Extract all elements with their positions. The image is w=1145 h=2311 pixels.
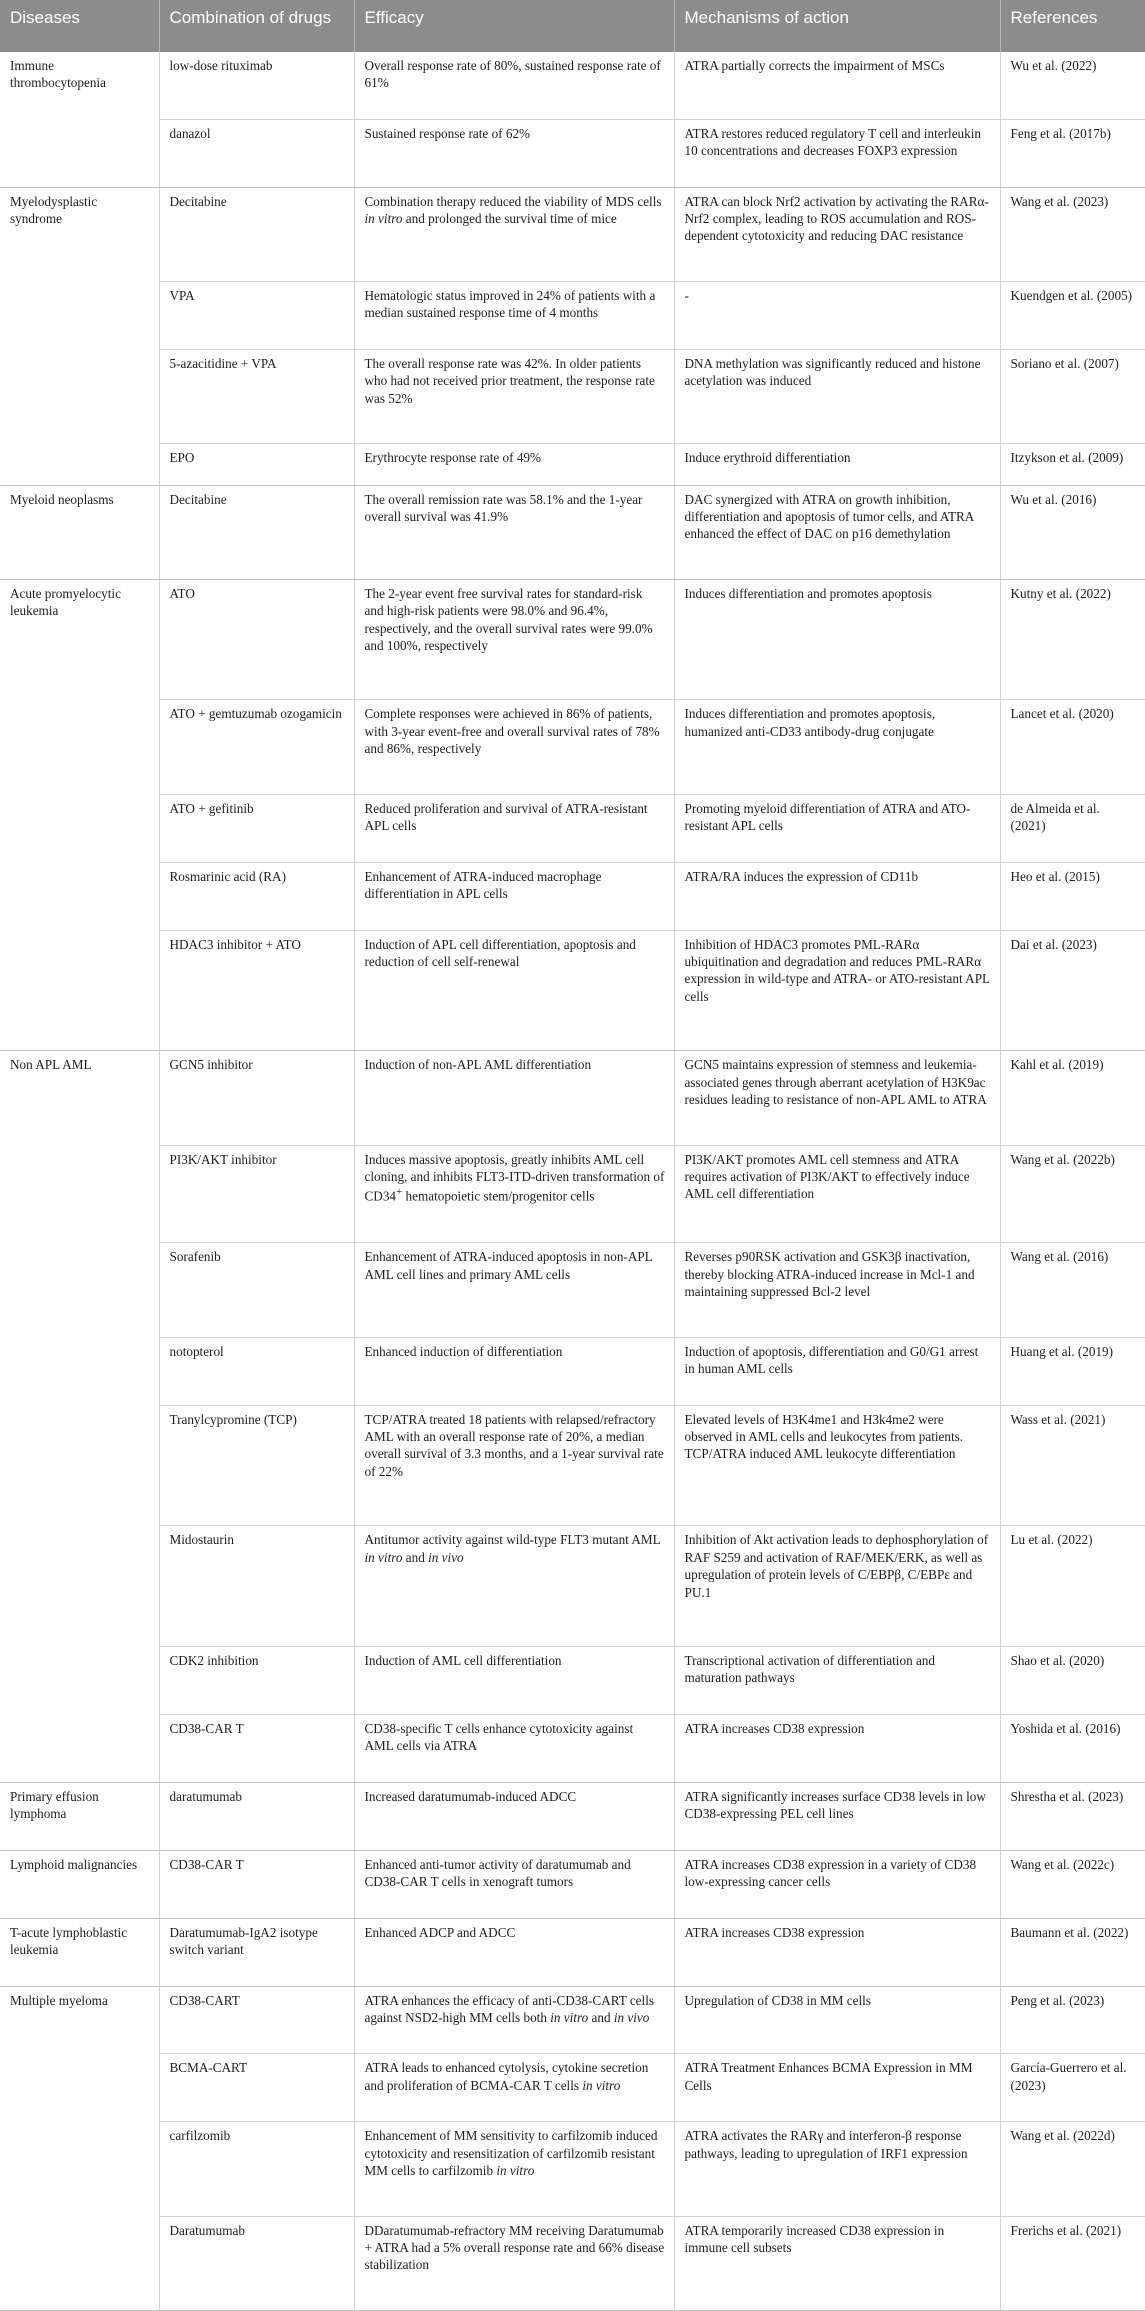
- drug-cell: low-dose rituximab: [159, 52, 354, 119]
- mechanism-cell: Elevated levels of H3K4me1 and H3k4me2 were observed in AML cells and leukocytes from patients. TCP/ATRA induced AML leukocyte differentiation: [674, 1405, 1000, 1526]
- drug-cell: CDK2 inhibition: [159, 1646, 354, 1714]
- efficacy-cell: Enhanced ADCP and ADCC: [354, 1918, 674, 1986]
- mechanism-cell: ATRA partially corrects the impairment of MSCs: [674, 52, 1000, 119]
- drug-cell: ATO: [159, 579, 354, 700]
- efficacy-cell: Induction of APL cell differentiation, apoptosis and reduction of cell self-renewal: [354, 930, 674, 1051]
- reference-cell: Lancet et al. (2020): [1000, 700, 1145, 794]
- table-row: [0, 1646, 1145, 1714]
- header-mechanisms: Mechanisms of action: [674, 0, 1000, 52]
- table-row: [0, 1918, 1145, 1986]
- efficacy-cell: TCP/ATRA treated 18 patients with relapsed/refractory AML with an overall response rate of 20%, a median overall survival of 3.3 months, and a 1-year survival rate of 22%: [354, 1405, 674, 1526]
- mechanism-cell: DAC synergized with ATRA on growth inhibition, differentiation and apoptosis of tumor cells, and ATRA enhanced the effect of DAC on p16 demethylation: [674, 485, 1000, 579]
- reference-cell: Wang et al. (2022c): [1000, 1850, 1145, 1918]
- mechanism-cell: ATRA temporarily increased CD38 expression in immune cell subsets: [674, 2216, 1000, 2310]
- drug-cell: CD38-CAR T: [159, 1850, 354, 1918]
- drug-cell: Tranylcypromine (TCP): [159, 1405, 354, 1526]
- efficacy-cell: Erythrocyte response rate of 49%: [354, 444, 674, 486]
- disease-cell: Multiple myeloma: [0, 1986, 159, 2311]
- efficacy-cell: Induction of non-APL AML differentiation: [354, 1051, 674, 1145]
- efficacy-cell: The 2-year event free survival rates for standard-risk and high-risk patients were 98.0% and 96.4%, respectively, and the overall survival rates were 99.0% and 100%, respectively: [354, 579, 674, 700]
- header-references: References: [1000, 0, 1145, 52]
- header-efficacy: Efficacy: [354, 0, 674, 52]
- drug-cell: Daratumumab: [159, 2216, 354, 2310]
- table-row: [0, 1051, 1145, 1145]
- header-diseases: Diseases: [0, 0, 159, 52]
- reference-cell: Shrestha et al. (2023): [1000, 1782, 1145, 1850]
- table-row: [0, 2054, 1145, 2122]
- table-row: [0, 930, 1145, 1051]
- mechanism-cell: Upregulation of CD38 in MM cells: [674, 1986, 1000, 2054]
- drug-cell: Decitabine: [159, 187, 354, 281]
- mechanism-cell: -: [674, 281, 1000, 349]
- table-row: [0, 862, 1145, 930]
- disease-cell: Immune thrombocytopenia: [0, 52, 159, 187]
- efficacy-cell: ATRA enhances the efficacy of anti-CD38-CART cells against NSD2-high MM cells both in vitro and in vivo: [354, 1986, 674, 2054]
- reference-cell: Itzykson et al. (2009): [1000, 444, 1145, 486]
- efficacy-cell: Reduced proliferation and survival of ATRA-resistant APL cells: [354, 794, 674, 862]
- efficacy-cell: Overall response rate of 80%, sustained response rate of 61%: [354, 52, 674, 119]
- table-row: [0, 1782, 1145, 1850]
- efficacy-cell: CD38-specific T cells enhance cytotoxicity against AML cells via ATRA: [354, 1714, 674, 1782]
- mechanism-cell: Reverses p90RSK activation and GSK3β inactivation, thereby blocking ATRA-induced increase in Mcl-1 and maintaining suppressed Bcl-2 level: [674, 1243, 1000, 1337]
- drug-cell: notopterol: [159, 1337, 354, 1405]
- efficacy-cell: Increased daratumumab-induced ADCC: [354, 1782, 674, 1850]
- header-row: [0, 0, 1145, 52]
- reference-cell: Feng et al. (2017b): [1000, 119, 1145, 187]
- mechanism-cell: Inhibition of HDAC3 promotes PML-RARα ubiquitination and degradation and reduces PML-RARα expression in wild-type and ATRA- or ATO-resistant APL cells: [674, 930, 1000, 1051]
- mechanism-cell: Transcriptional activation of differentiation and maturation pathways: [674, 1646, 1000, 1714]
- disease-cell: T-acute lymphoblastic leukemia: [0, 1918, 159, 1986]
- table-row: [0, 444, 1145, 486]
- reference-cell: Frerichs et al. (2021): [1000, 2216, 1145, 2310]
- mechanism-cell: DNA methylation was significantly reduced and histone acetylation was induced: [674, 349, 1000, 443]
- disease-cell: Acute promyelocytic leukemia: [0, 579, 159, 1050]
- drug-cell: ATO + gefitinib: [159, 794, 354, 862]
- mechanism-cell: Inhibition of Akt activation leads to dephosphorylation of RAF S259 and activation of RAF/MEK/ERK, as well as upregulation of protein levels of C/EBPβ, C/EBPε and PU.1: [674, 1526, 1000, 1647]
- drug-cell: GCN5 inhibitor: [159, 1051, 354, 1145]
- table-row: [0, 1145, 1145, 1243]
- drug-cell: VPA: [159, 281, 354, 349]
- table-row: [0, 1337, 1145, 1405]
- mechanism-cell: Induce erythroid differentiation: [674, 444, 1000, 486]
- table-row: [0, 485, 1145, 579]
- drug-cell: PI3K/AKT inhibitor: [159, 1145, 354, 1243]
- drug-cell: EPO: [159, 444, 354, 486]
- reference-cell: García-Guerrero et al. (2023): [1000, 2054, 1145, 2122]
- reference-cell: Wang et al. (2022b): [1000, 1145, 1145, 1243]
- drug-cell: BCMA-CART: [159, 2054, 354, 2122]
- drug-cell: Decitabine: [159, 485, 354, 579]
- reference-cell: Wass et al. (2021): [1000, 1405, 1145, 1526]
- efficacy-cell: Enhancement of MM sensitivity to carfilzomib induced cytotoxicity and resensitization of carfilzomib resistant MM cells to carfilzomib in vitro: [354, 2122, 674, 2216]
- header-combination: Combination of drugs: [159, 0, 354, 52]
- table-row: [0, 1405, 1145, 1526]
- drug-cell: HDAC3 inhibitor + ATO: [159, 930, 354, 1051]
- efficacy-cell: Enhancement of ATRA-induced macrophage differentiation in APL cells: [354, 862, 674, 930]
- table-row: [0, 52, 1145, 119]
- drug-cell: CD38-CART: [159, 1986, 354, 2054]
- reference-cell: Heo et al. (2015): [1000, 862, 1145, 930]
- drug-cell: ATO + gemtuzumab ozogamicin: [159, 700, 354, 794]
- table-row: [0, 2216, 1145, 2310]
- drug-cell: 5-azacitidine + VPA: [159, 349, 354, 443]
- reference-cell: Lu et al. (2022): [1000, 1526, 1145, 1647]
- mechanism-cell: GCN5 maintains expression of stemness and leukemia-associated genes through aberrant acetylation of H3K9ac residues leading to resistance of non-APL AML to ATRA: [674, 1051, 1000, 1145]
- reference-cell: Dai et al. (2023): [1000, 930, 1145, 1051]
- reference-cell: Wang et al. (2016): [1000, 1243, 1145, 1337]
- mechanism-cell: ATRA Treatment Enhances BCMA Expression in MM Cells: [674, 2054, 1000, 2122]
- mechanism-cell: ATRA increases CD38 expression: [674, 1918, 1000, 1986]
- reference-cell: Shao et al. (2020): [1000, 1646, 1145, 1714]
- mechanism-cell: Promoting myeloid differentiation of ATRA and ATO-resistant APL cells: [674, 794, 1000, 862]
- table-row: [0, 1714, 1145, 1782]
- mechanism-cell: Induces differentiation and promotes apoptosis, humanized anti-CD33 antibody-drug conjugate: [674, 700, 1000, 794]
- reference-cell: Huang et al. (2019): [1000, 1337, 1145, 1405]
- table-row: [0, 281, 1145, 349]
- drug-cell: daratumumab: [159, 1782, 354, 1850]
- reference-cell: Kahl et al. (2019): [1000, 1051, 1145, 1145]
- reference-cell: de Almeida et al. (2021): [1000, 794, 1145, 862]
- mechanism-cell: ATRA increases CD38 expression: [674, 1714, 1000, 1782]
- efficacy-cell: Sustained response rate of 62%: [354, 119, 674, 187]
- drug-cell: Sorafenib: [159, 1243, 354, 1337]
- mechanism-cell: Induces differentiation and promotes apoptosis: [674, 579, 1000, 700]
- table-row: [0, 349, 1145, 443]
- drug-cell: CD38-CAR T: [159, 1714, 354, 1782]
- drug-cell: carfilzomib: [159, 2122, 354, 2216]
- disease-cell: Primary effusion lymphoma: [0, 1782, 159, 1850]
- efficacy-cell: DDaratumumab-refractory MM receiving Daratumumab + ATRA had a 5% overall response rate and 66% disease stabilization: [354, 2216, 674, 2310]
- table-row: [0, 2122, 1145, 2216]
- drug-cell: Rosmarinic acid (RA): [159, 862, 354, 930]
- table-row: [0, 1850, 1145, 1918]
- efficacy-cell: Antitumor activity against wild-type FLT3 mutant AML in vitro and in vivo: [354, 1526, 674, 1647]
- efficacy-cell: Enhancement of ATRA-induced apoptosis in non-APL AML cell lines and primary AML cells: [354, 1243, 674, 1337]
- reference-cell: Yoshida et al. (2016): [1000, 1714, 1145, 1782]
- table-row: [0, 579, 1145, 700]
- disease-cell: Myeloid neoplasms: [0, 485, 159, 579]
- mechanism-cell: ATRA can block Nrf2 activation by activating the RARα-Nrf2 complex, leading to ROS accumulation and ROS-dependent cytotoxicity and reducing DAC resistance: [674, 187, 1000, 281]
- table-row: [0, 794, 1145, 862]
- reference-cell: Kuendgen et al. (2005): [1000, 281, 1145, 349]
- mechanism-cell: ATRA/RA induces the expression of CD11b: [674, 862, 1000, 930]
- efficacy-cell: Enhanced anti-tumor activity of daratumumab and CD38-CAR T cells in xenograft tumors: [354, 1850, 674, 1918]
- efficacy-cell: Complete responses were achieved in 86% of patients, with 3-year event-free and overall survival rates of 78% and 86%, respectively: [354, 700, 674, 794]
- reference-cell: Baumann et al. (2022): [1000, 1918, 1145, 1986]
- table-body: [0, 52, 1145, 2311]
- efficacy-cell: Enhanced induction of differentiation: [354, 1337, 674, 1405]
- reference-cell: Wu et al. (2022): [1000, 52, 1145, 119]
- drug-cell: danazol: [159, 119, 354, 187]
- table-row: [0, 1243, 1145, 1337]
- efficacy-cell: Combination therapy reduced the viability of MDS cells in vitro and prolonged the survival time of mice: [354, 187, 674, 281]
- disease-cell: Lymphoid malignancies: [0, 1850, 159, 1918]
- reference-cell: Soriano et al. (2007): [1000, 349, 1145, 443]
- reference-cell: Wang et al. (2022d): [1000, 2122, 1145, 2216]
- efficacy-cell: Induces massive apoptosis, greatly inhibits AML cell cloning, and inhibits FLT3-ITD-driven transformation of CD34+ hematopoietic stem/progenitor cells: [354, 1145, 674, 1243]
- disease-cell: Myelodysplastic syndrome: [0, 187, 159, 485]
- table-header: [0, 0, 1145, 52]
- reference-cell: Kutny et al. (2022): [1000, 579, 1145, 700]
- drug-cell: Daratumumab-IgA2 isotype switch variant: [159, 1918, 354, 1986]
- reference-cell: Peng et al. (2023): [1000, 1986, 1145, 2054]
- table-row: [0, 700, 1145, 794]
- table-row: [0, 1526, 1145, 1647]
- efficacy-cell: ATRA leads to enhanced cytolysis, cytokine secretion and proliferation of BCMA-CAR T cells in vitro: [354, 2054, 674, 2122]
- table-row: [0, 119, 1145, 187]
- efficacy-cell: The overall remission rate was 58.1% and the 1-year overall survival was 41.9%: [354, 485, 674, 579]
- reference-cell: Wu et al. (2016): [1000, 485, 1145, 579]
- disease-cell: Non APL AML: [0, 1051, 159, 1783]
- table-row: [0, 187, 1145, 281]
- mechanism-cell: ATRA significantly increases surface CD38 levels in low CD38-expressing PEL cell lines: [674, 1782, 1000, 1850]
- mechanism-cell: ATRA restores reduced regulatory T cell and interleukin 10 concentrations and decreases FOXP3 expression: [674, 119, 1000, 187]
- efficacy-cell: Hematologic status improved in 24% of patients with a median sustained response time of 4 months: [354, 281, 674, 349]
- mechanism-cell: ATRA increases CD38 expression in a variety of CD38 low-expressing cancer cells: [674, 1850, 1000, 1918]
- table-row: [0, 1986, 1145, 2054]
- mechanism-cell: PI3K/AKT promotes AML cell stemness and ATRA requires activation of PI3K/AKT to effectively induce AML cell differentiation: [674, 1145, 1000, 1243]
- mechanism-cell: Induction of apoptosis, differentiation and G0/G1 arrest in human AML cells: [674, 1337, 1000, 1405]
- efficacy-cell: The overall response rate was 42%. In older patients who had not received prior treatment, the response rate was 52%: [354, 349, 674, 443]
- mechanism-cell: ATRA activates the RARγ and interferon-β response pathways, leading to upregulation of IRF1 expression: [674, 2122, 1000, 2216]
- reference-cell: Wang et al. (2023): [1000, 187, 1145, 281]
- drug-cell: Midostaurin: [159, 1526, 354, 1647]
- efficacy-cell: Induction of AML cell differentiation: [354, 1646, 674, 1714]
